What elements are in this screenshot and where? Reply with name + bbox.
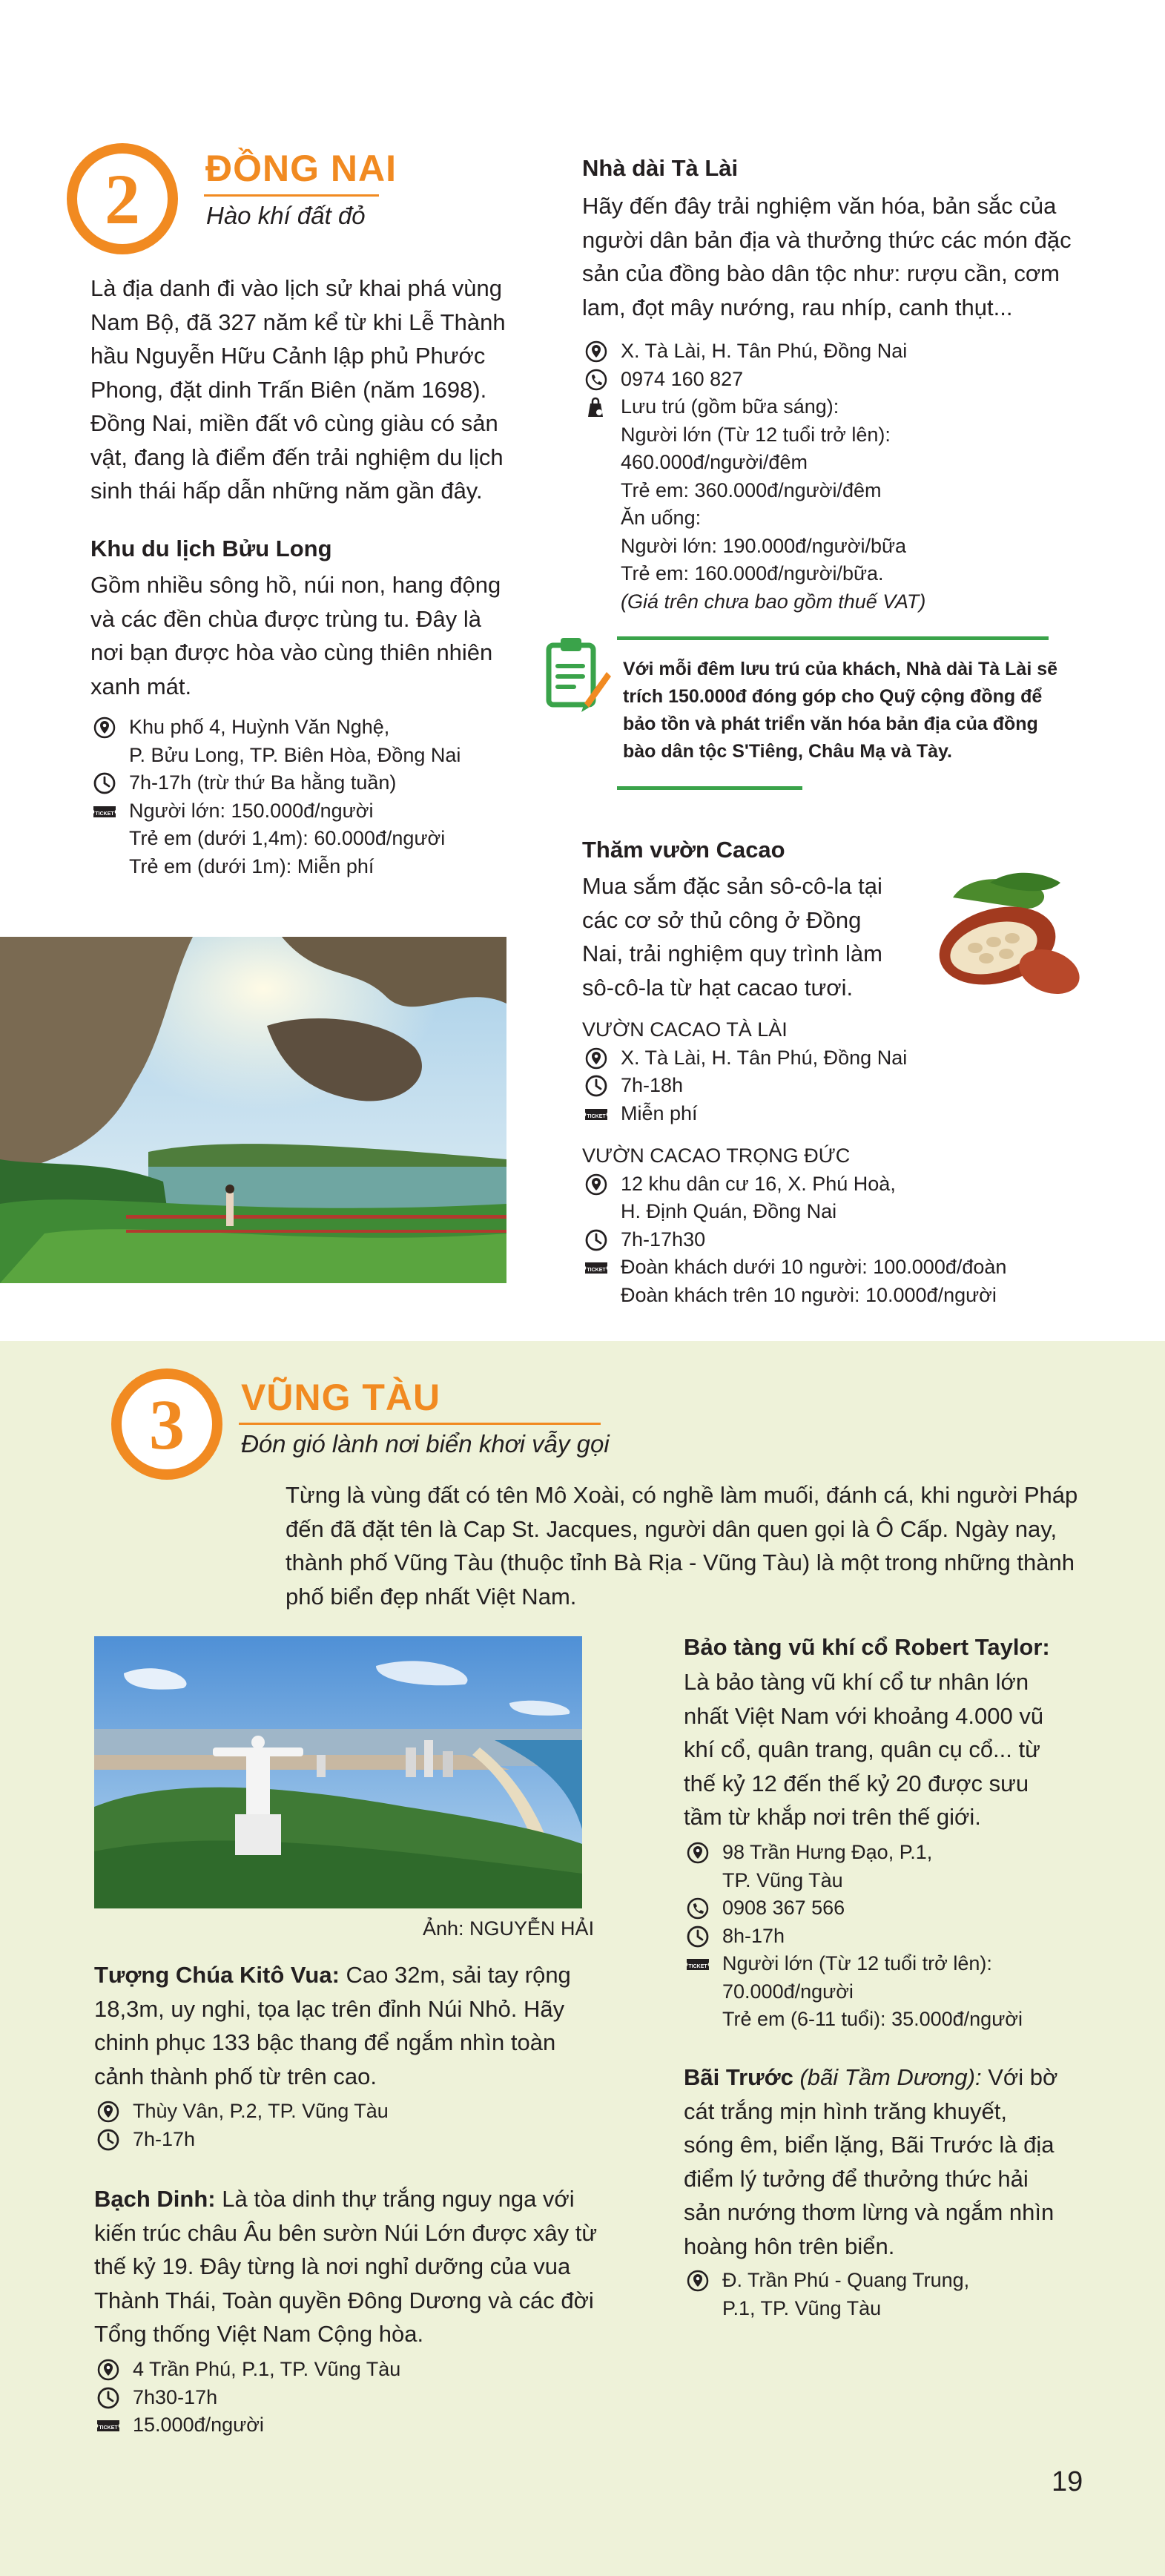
christ-statue-info — [94, 2098, 598, 2153]
address-row: 98 Trần Hưng Đạo, P.1, TP. Vũng Tàu — [684, 1839, 1143, 1894]
section-number: 2 — [105, 159, 140, 239]
clock-icon — [685, 1926, 710, 1948]
garden-name: VƯỜN CACAO TRỌNG ĐỨC — [582, 1144, 851, 1167]
phone-row: 0974 160 827 — [582, 366, 1101, 394]
section-number-badge — [67, 143, 178, 254]
museum-heading: Bảo tàng vũ khí cổ Robert Taylor: — [684, 1634, 1050, 1660]
location-pin-icon — [96, 2359, 121, 2381]
location-pin-icon — [685, 2270, 710, 2292]
clock-icon — [92, 772, 117, 794]
buu-long-description: Gồm nhiều sông hồ, núi non, hang động và các đền chùa được trùng tu. Đây là nơi bạn được hòa vào cùng thiên nhiên xanh mát. — [90, 572, 501, 699]
contribution-note: Với mỗi đêm lưu trú của khách, Nhà dài Tà Lài sẽ trích 150.000đ đóng góp cho Quỹ cộng đồng để bảo tồn và phát triển văn hóa bản địa của đồng bào dân tộc S'Tiêng, Châu Mạ và Tày. — [623, 659, 1058, 762]
garden-name: VƯỜN CACAO TÀ LÀI — [582, 1018, 788, 1041]
section-title: VŨNG TÀU — [241, 1377, 441, 1418]
hours-row: 8h-17h — [684, 1923, 1143, 1951]
ticket-icon — [584, 1103, 609, 1125]
bai-truoc-description: Bãi Trước (bãi Tầm Dương): Với bờ cát trắng mịn hình trăng khuyết, sóng êm, biển lặng, Bãi Trước là địa điểm lý tưởng để thưởng thức hải sản nướng thơm lừng và ngắm nhìn hoàng hôn trên biển. — [684, 2064, 1058, 2259]
hours-row: 7h-17h (trừ thứ Ba hằng tuần) — [90, 769, 543, 797]
bach-dinh-heading: Bạch Dinh: — [94, 2186, 216, 2212]
bag-icon — [584, 396, 609, 418]
cacao-pod-image — [923, 868, 1085, 998]
vat-note: (Giá trên chưa bao gồm thuế VAT) — [621, 590, 926, 613]
cacao-trong-duc-info — [582, 1142, 1116, 1309]
photo-caption: Ảnh: NGUYỄN HẢI — [423, 1917, 595, 1940]
cacao-heading: Thăm vườn Cacao — [582, 837, 785, 863]
clock-icon — [96, 2129, 121, 2151]
clock-icon — [584, 1229, 609, 1251]
ticket-icon — [584, 1256, 609, 1279]
phone-icon — [685, 1897, 710, 1920]
ticket-icon — [96, 2414, 121, 2437]
address-row: Đ. Trần Phú - Quang Trung, P.1, TP. Vũng Tàu — [684, 2267, 1143, 2322]
ticket-row: Người lớn (Từ 12 tuổi trở lên): 70.000đ/người Trẻ em (6-11 tuổi): 35.000đ/người — [684, 1950, 1143, 2034]
christ-statue-description: Tượng Chúa Kitô Vua: Cao 32m, sải tay rộng 18,3m, uy nghi, tọa lạc trên đỉnh Núi Nhỏ. Hãy chinh phục 133 bậc thang để ngắm nhìn toàn cảnh thành phố từ trên cao. — [94, 1962, 571, 2089]
christ-statue-photo — [94, 1636, 582, 1908]
note-top-rule — [617, 636, 1049, 640]
section-number-badge — [111, 1368, 222, 1480]
location-pin-icon — [685, 1842, 710, 1864]
christ-statue-heading: Tượng Chúa Kitô Vua: — [94, 1962, 340, 1988]
note-bottom-rule — [617, 786, 802, 790]
buu-long-photo — [0, 937, 506, 1283]
location-pin-icon — [584, 1047, 609, 1070]
buu-long-info — [90, 714, 543, 880]
ticket-row: Đoàn khách dưới 10 người: 100.000đ/đoàn Đoàn khách trên 10 người: 10.000đ/người — [582, 1254, 1116, 1309]
ticket-row: Miễn phí — [582, 1100, 1101, 1128]
location-pin-icon — [584, 1173, 609, 1196]
hours-row: 7h-18h — [582, 1072, 1101, 1100]
clock-icon — [584, 1075, 609, 1097]
ta-lai-heading: Nhà dài Tà Lài — [582, 155, 739, 181]
bach-dinh-info — [94, 2356, 598, 2440]
location-pin-icon — [584, 340, 609, 363]
phone-row: 0908 367 566 — [684, 1894, 1143, 1923]
page-number: 19 — [1052, 2466, 1083, 2497]
cacao-description: Mua sắm đặc sản sô-cô-la tại các cơ sở thủ công ở Đồng Nai, trải nghiệm quy trình làm sô-cô-la từ hạt cacao tươi. — [582, 873, 882, 1001]
clipboard-note-icon — [541, 629, 613, 718]
museum-info — [684, 1839, 1143, 2034]
address-row: Thùy Vân, P.2, TP. Vũng Tàu — [94, 2098, 598, 2126]
section-number: 3 — [149, 1384, 185, 1464]
cacao-ta-lai-info — [582, 1016, 1101, 1127]
title-underline — [204, 194, 379, 197]
location-pin-icon — [92, 717, 117, 739]
address-row: 4 Trần Phú, P.1, TP. Vũng Tàu — [94, 2356, 598, 2384]
location-pin-icon — [96, 2101, 121, 2123]
hours-row: 7h-17h30 — [582, 1226, 1116, 1254]
ticket-icon — [92, 800, 117, 823]
museum-description: Là bảo tàng vũ khí cổ tư nhân lớn nhất Việt Nam với khoảng 4.000 vũ khí cổ, quân trang, quân cụ cổ... từ thế kỷ 12 đến thế kỷ 20 được sưu tầm từ khắp nơi trên thế giới. — [684, 1669, 1044, 1830]
section-subtitle: Đón gió lành nơi biển khơi vẫy gọi — [241, 1430, 610, 1457]
hours-row: 7h-17h — [94, 2126, 598, 2154]
section-title: ĐỒNG NAI — [205, 148, 397, 189]
title-underline — [239, 1423, 601, 1425]
ta-lai-description: Hãy đến đây trải nghiệm văn hóa, bản sắc của người dân bản địa và thưởng thức các món đặc sản của đồng bào dân tộc như: rượu cần, cơm lam, đọt mây nướng, rau nhíp, canh thụt... — [582, 193, 1072, 320]
ticket-row: 15.000đ/người — [94, 2411, 598, 2440]
ticket-row: Người lớn: 150.000đ/người Trẻ em (dưới 1,4m): 60.000đ/người Trẻ em (dưới 1m): Miễn phí — [90, 797, 543, 881]
address-row: Khu phố 4, Huỳnh Văn Nghệ, P. Bửu Long, TP. Biên Hòa, Đồng Nai — [90, 714, 543, 769]
clock-icon — [96, 2387, 121, 2409]
bai-truoc-info — [684, 2267, 1143, 2322]
address-row: 12 khu dân cư 16, X. Phú Hoà, H. Định Quán, Đồng Nai — [582, 1170, 1116, 1226]
bai-truoc-heading: Bãi Trước — [684, 2064, 793, 2090]
section-subtitle: Hào khí đất đỏ — [206, 202, 366, 229]
address-row: X. Tà Lài, H. Tân Phú, Đồng Nai — [582, 337, 1101, 366]
phone-icon — [584, 369, 609, 391]
bach-dinh-description: Bạch Dinh: Là tòa dinh thự trắng nguy nga với kiến trúc châu Âu bên sườn Núi Lớn được xây từ thế kỷ 19. Đây từng là nơi nghỉ dưỡng của vua Thành Thái, Toàn quyền Đông Dương và các đời Tổng thống Việt Nam Cộng hòa. — [94, 2186, 598, 2347]
ta-lai-info — [582, 337, 1101, 616]
buu-long-heading: Khu du lịch Bửu Long — [90, 536, 332, 561]
vung-tau-intro: Từng là vùng đất có tên Mô Xoài, có nghề làm muối, đánh cá, khi người Pháp đến đã đặt tên là Cap St. Jacques, người dân quen gọi là Ô Cấp. Ngày nay, thành phố Vũng Tàu (thuộc tỉnh Bà Rịa - Vũng Tàu) là một trong những thành phố biển đẹp nhất Việt Nam. — [286, 1482, 1078, 1610]
ticket-icon — [685, 1953, 710, 1975]
hours-row: 7h30-17h — [94, 2384, 598, 2412]
stay-row: Lưu trú (gồm bữa sáng): Người lớn (Từ 12 tuổi trở lên): 460.000đ/người/đêm Trẻ em: 360.000đ/người/đêm Ăn uống: Người lớn: 190.000đ/người/bữa Trẻ em: 160.000đ/người/bữa. (Giá trên chưa bao gồm thuế VAT) — [582, 393, 1101, 616]
dong-nai-intro: Là địa danh đi vào lịch sử khai phá vùng Nam Bộ, đã 327 năm kể từ khi Lễ Thành hầu Nguyễn Hữu Cảnh lập phủ Phước Phong, đặt dinh Trấn Biên (năm 1698). Đồng Nai, miền đất vô cùng giàu có sản vật, đang là điểm đến trải nghiệm du lịch sinh thái hấp dẫn những năm gần đây. — [90, 275, 506, 504]
address-row: X. Tà Lài, H. Tân Phú, Đồng Nai — [582, 1044, 1101, 1073]
